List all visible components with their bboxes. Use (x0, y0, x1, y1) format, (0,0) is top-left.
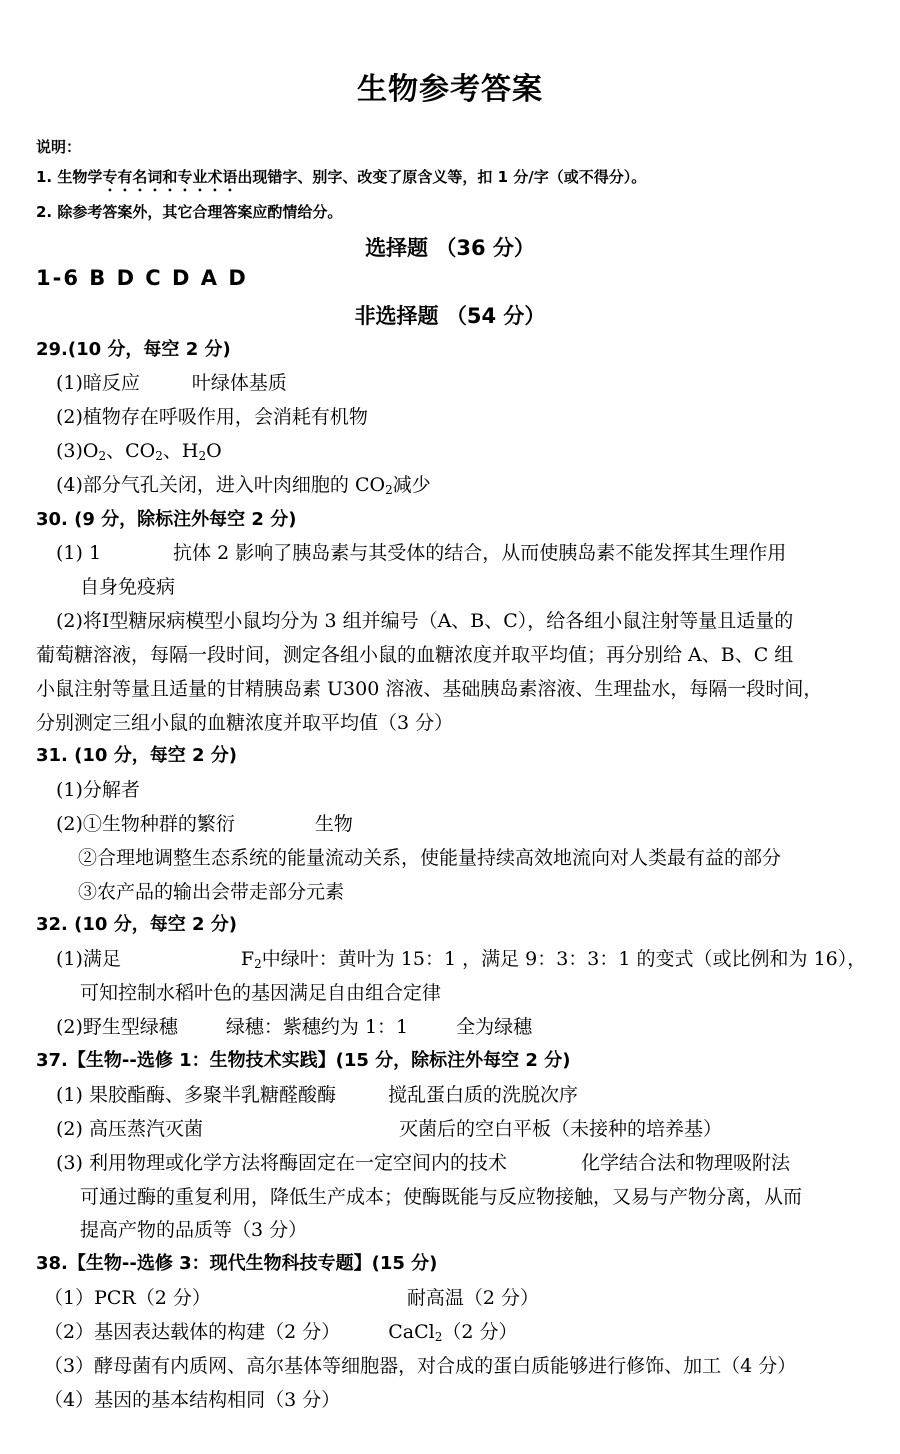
mc-answers: 1-6 B D C D A D (36, 266, 248, 290)
q31-line-1: (1)分解者 (56, 779, 140, 801)
q31-line-4: ③农产品的输出会带走部分元素 (78, 881, 345, 903)
q31-header: 31. (10 分，每空 2 分) (36, 745, 237, 766)
q29-line-3 (56, 436, 222, 463)
subscript: 2 (254, 957, 262, 971)
q29-l3a: (3)O (56, 440, 99, 462)
q30-l1b: 抗体 2 影响了胰岛素与其受体的结合，从而使胰岛素不能发挥其生理作用 (173, 542, 787, 564)
subscript: 2 (155, 449, 163, 463)
q32-line-1 (56, 944, 866, 971)
q38-l2a: （2）基因表达载体的构建（2 分） (44, 1321, 341, 1343)
q29-l1b: 叶绿体基质 (191, 372, 287, 394)
subscript: 2 (434, 1330, 443, 1344)
q32-header: 32. (10 分，每空 2 分) (36, 914, 237, 935)
q38-line-2 (44, 1317, 517, 1344)
q32-l3c: 全为绿穗 (456, 1016, 533, 1038)
note-1-prefix: 1. 生物学 (36, 168, 103, 186)
q37-l3b: 化学结合法和物理吸附法 (580, 1152, 790, 1174)
q37-l1b: 搅乱蛋白质的洗脱次序 (387, 1084, 578, 1106)
q29-line-4 (56, 470, 431, 497)
q37-header: 37.【生物--选修 1：生物技术实践】(15 分，除标注外每空 2 分) (36, 1050, 571, 1071)
note-1-emphasis: 专有名词和专业术语 (102, 168, 238, 186)
q38-l2b: CaCl (388, 1321, 435, 1343)
q32-l1b: F (240, 948, 255, 970)
q37-line-1 (56, 1080, 578, 1107)
q37-l1a: (1) 果胶酯酶、多聚半乳糖醛酸酶 (56, 1084, 336, 1106)
q29-l3c: 、H (162, 440, 199, 462)
q37-l3a: (3) 利用物理或化学方法将酶固定在一定空间内的技术 (56, 1152, 507, 1174)
q38-l1b: 耐高温（2 分） (406, 1287, 539, 1309)
q30-line-5: 小鼠注射等量且适量的甘精胰岛素 U300 溶液、基础胰岛素溶液、生理盐水，每隔一段时间， (36, 678, 823, 700)
q29-line-1 (56, 368, 287, 395)
mc-section-title: 选择题 （36 分） (365, 236, 535, 260)
q32-l1a: (1)满足 (56, 948, 121, 970)
subscript: 2 (385, 483, 393, 497)
page-title: 生物参考答案 (357, 72, 543, 107)
q38-l1a: （1）PCR（2 分） (44, 1287, 211, 1309)
q32-line-3 (56, 1012, 532, 1039)
q31-l2a: (2)①生物种群的繁衍 (56, 813, 235, 835)
q37-line-5: 提高产物的品质等（3 分） (80, 1219, 308, 1241)
q37-l2a: (2) 高压蒸汽灭菌 (56, 1118, 203, 1140)
note-1 (36, 166, 646, 195)
q32-line-2: 可知控制水稻叶色的基因满足自由组合定律 (80, 982, 442, 1004)
q30-line-1 (56, 538, 786, 565)
q30-line-4: 葡萄糖溶液，每隔一段时间，测定各组小鼠的血糖浓度并取平均值；再分别给 A、B、C 组 (36, 644, 794, 666)
note-1-suffix: 出现错字、别字、改变了原含义等，扣 1 分/字（或不得分）。 (237, 168, 647, 186)
q30-line-2: 自身免疫病 (80, 576, 176, 598)
q32-l3b: 绿穗：紫穗约为 1：1 (225, 1016, 409, 1038)
q29-header: 29.(10 分，每空 2 分) (36, 339, 231, 360)
q30-line-6: 分别测定三组小鼠的血糖浓度并取平均值（3 分） (36, 712, 454, 734)
q29-l3d: O (206, 440, 222, 462)
q38-header: 38.【生物--选修 3：现代生物科技专题】(15 分) (36, 1253, 438, 1274)
q38-line-4: （4）基因的基本结构相同（3 分） (44, 1389, 341, 1411)
q38-line-3: （3）酵母菌有内质网、高尔基体等细胞器，对合成的蛋白质能够进行修饰、加工（4 分） (44, 1355, 797, 1377)
q29-l1a: (1)暗反应 (56, 372, 140, 394)
notes-heading: 说明： (36, 138, 82, 156)
nonmc-section-title: 非选择题 （54 分） (354, 304, 546, 328)
q30-l1a: (1) 1 (56, 542, 102, 564)
q29-l3b: 、CO (106, 440, 156, 462)
q32-l3a: (2)野生型绿穗 (56, 1016, 178, 1038)
q37-line-4: 可通过酶的重复利用，降低生产成本；使酶既能与反应物接触，又易与产物分离，从而 (80, 1186, 803, 1208)
q32-l1c: 中绿叶：黄叶为 15：1 ，满足 9：3：3：1 的变式（或比例和为 16）， (261, 948, 867, 970)
q29-l4b: 减少 (392, 474, 431, 496)
q31-l2b: 生物 (314, 813, 353, 835)
q29-line-2: (2)植物存在呼吸作用，会消耗有机物 (56, 406, 368, 428)
subscript: 2 (98, 449, 107, 463)
q37-line-2 (56, 1114, 722, 1141)
q37-line-3 (56, 1148, 790, 1175)
q30-header: 30. (9 分，除标注外每空 2 分) (36, 509, 297, 530)
q29-l4a: (4)部分气孔关闭，进入叶肉细胞的 CO (56, 474, 386, 496)
note-2: 2. 除参考答案外，其它合理答案应酌情给分。 (36, 203, 343, 221)
q37-l2b: 灭菌后的空白平板（未接种的培养基） (398, 1118, 722, 1140)
q31-line-3: ②合理地调整生态系统的能量流动关系，使能量持续高效地流向对人类最有益的部分 (78, 847, 782, 869)
q38-line-1 (44, 1283, 539, 1310)
q38-l2c: （2 分） (442, 1321, 518, 1343)
q30-line-3: (2)将Ⅰ型糖尿病模型小鼠均分为 3 组并编号（A、B、C），给各组小鼠注射等量且适量的 (56, 610, 794, 632)
subscript: 2 (198, 449, 207, 463)
q31-line-2 (56, 809, 353, 836)
